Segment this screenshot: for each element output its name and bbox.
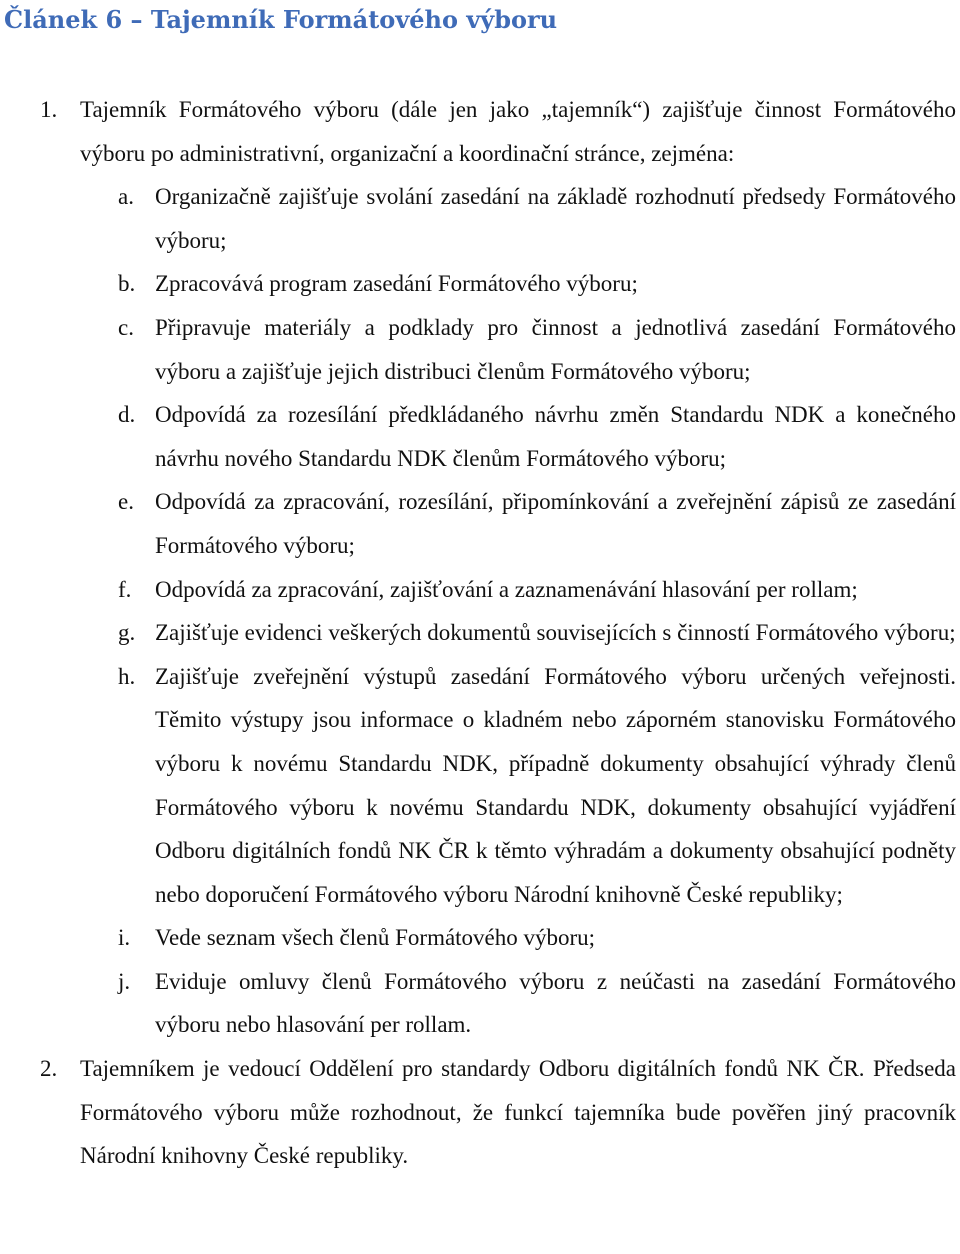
sub-item-a: [80, 175, 956, 262]
sub-item-letter: j.: [118, 968, 131, 994]
sub-item-text: Vede seznam všech členů Formátového výboru;: [155, 925, 596, 951]
item-text: Tajemníkem je vedoucí Oddělení pro standardy Odboru digitálních fondů NK ČR. Předseda Formátového výboru může rozhodnout, že funkcí tajemníka bude pověřen jiný pracovník Národní knihovny České republiky.: [80, 1056, 956, 1169]
sub-item-text: Připravuje materiály a podklady pro činnost a jednotlivá zasedání Formátového výboru a zajišťuje jejich distribuci členům Formátového výboru;: [155, 314, 956, 384]
sub-item-f: [80, 568, 956, 612]
sub-item-text: Eviduje omluvy členů Formátového výboru z neúčasti na zasedání Formátového výboru nebo hlasování per rollam.: [155, 968, 956, 1038]
item-number: 1.: [40, 97, 58, 122]
main-list: [0, 88, 956, 1178]
article-heading: Článek 6 – Tajemník Formátového výboru: [4, 5, 558, 34]
sub-item-letter: i.: [118, 925, 131, 951]
sub-item-e: [80, 480, 956, 567]
sub-item-letter: b.: [118, 271, 136, 297]
main-item-2: [0, 1047, 956, 1178]
sub-item-h: [80, 655, 956, 917]
sub-item-j: [80, 960, 956, 1047]
sub-list: [80, 175, 956, 1047]
sub-item-d: [80, 393, 956, 480]
sub-item-text: Organizačně zajišťuje svolání zasedání na základě rozhodnutí předsedy Formátového výboru;: [155, 184, 956, 253]
main-item-1: [0, 88, 956, 1047]
sub-item-letter: e.: [118, 489, 134, 515]
sub-item-letter: a.: [118, 184, 134, 210]
sub-item-letter: d.: [118, 402, 136, 428]
item-text: Tajemník Formátového výboru (dále jen jako „tajemník“) zajišťuje činnost Formátového výboru po administrativní, organizační a koordinační stránce, zejména:: [80, 97, 956, 166]
sub-item-letter: h.: [118, 663, 136, 689]
sub-item-text: Zajišťuje zveřejnění výstupů zasedání Formátového výboru určených veřejnosti. Těmito výstupy jsou informace o kladném nebo záporném stanovisku Formátového výboru k novému Standardu NDK, případně dokumenty obsahující výhrady členů Formátového výboru k novému Standardu NDK, dokumenty obsahující vyjádření Odboru digitálních fondů NK ČR k těmto výhradám a dokumenty obsahující podněty nebo doporučení Formátového výboru Národní knihovně České republiky;: [155, 663, 956, 907]
sub-item-text: Odpovídá za zpracování, zajišťování a zaznamenávání hlasování per rollam;: [155, 576, 858, 602]
sub-item-letter: c.: [118, 314, 134, 340]
sub-item-text: Zpracovává program zasedání Formátového výboru;: [155, 271, 638, 297]
sub-item-i: [80, 916, 956, 960]
sub-item-text: Zajišťuje evidenci veškerých dokumentů souvisejících s činností Formátového výboru;: [155, 620, 956, 646]
sub-item-text: Odpovídá za zpracování, rozesílání, připomínkování a zveřejnění zápisů ze zasedání Formátového výboru;: [155, 489, 956, 558]
sub-item-g: [80, 611, 956, 655]
item-number: 2.: [40, 1056, 58, 1082]
sub-item-letter: g.: [118, 620, 136, 646]
sub-item-c: [80, 306, 956, 393]
sub-item-text: Odpovídá za rozesílání předkládaného návrhu změn Standardu NDK a konečného návrhu nového Standardu NDK členům Formátového výboru;: [155, 402, 956, 471]
sub-item-b: [80, 262, 956, 306]
sub-item-letter: f.: [118, 576, 132, 602]
